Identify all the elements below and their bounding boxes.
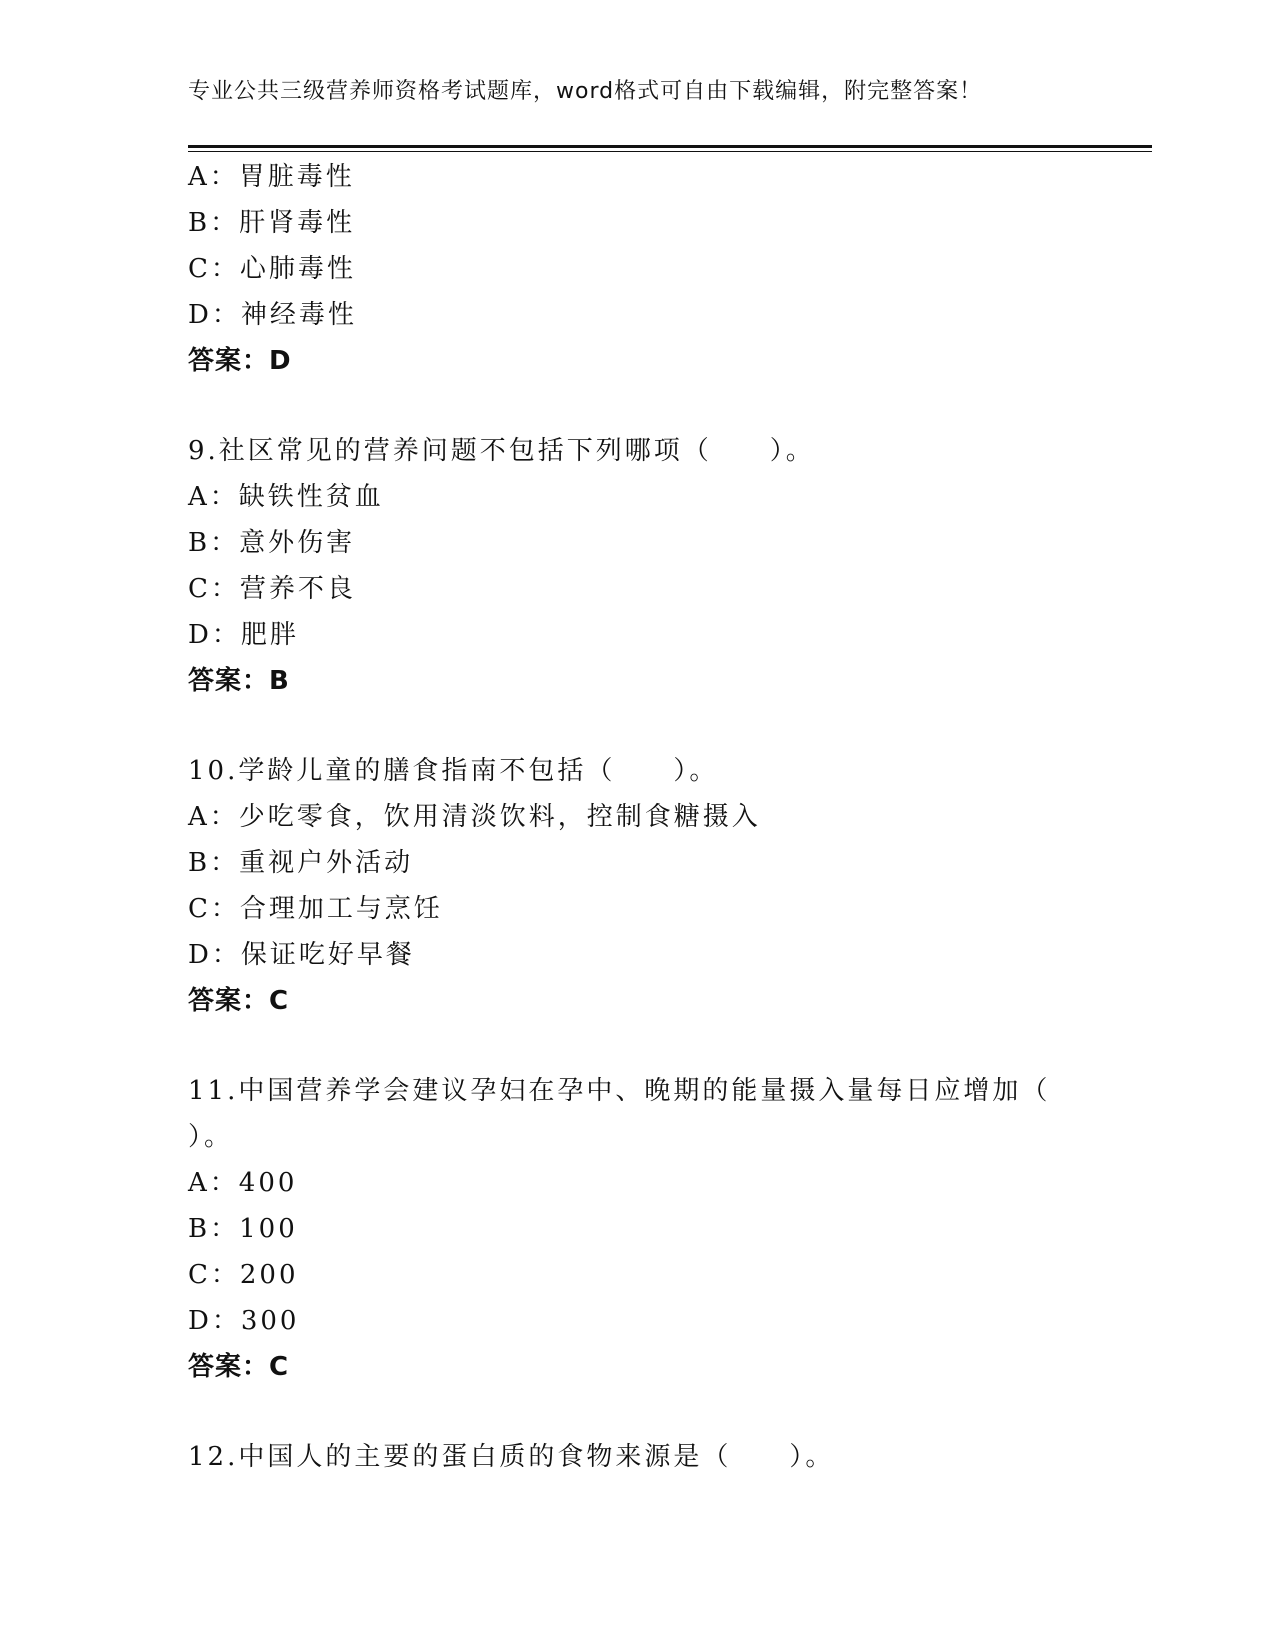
header-rule-thin bbox=[188, 151, 1152, 152]
option-d: D：300 bbox=[188, 1306, 300, 1336]
option-d: D：神经毒性 bbox=[188, 300, 357, 330]
question-text-continued: ）。 bbox=[188, 1122, 234, 1152]
option-c: C：200 bbox=[188, 1260, 299, 1290]
spacer bbox=[188, 1024, 1088, 1068]
option-a: A：400 bbox=[188, 1168, 298, 1198]
question-text: 9.社区常见的营养问题不包括下列哪项（ ）。 bbox=[188, 436, 815, 466]
option-b: B：重视户外活动 bbox=[188, 848, 414, 878]
spacer bbox=[188, 384, 1088, 428]
option-c: C：合理加工与烹饪 bbox=[188, 894, 443, 924]
option-b: B：肝肾毒性 bbox=[188, 208, 356, 238]
option-d: D：保证吃好早餐 bbox=[188, 940, 415, 970]
page-header: 专业公共三级营养师资格考试题库，word格式可自由下载编辑，附完整答案！ bbox=[188, 79, 983, 104]
question-content bbox=[188, 154, 1088, 1480]
header-rule-thick bbox=[188, 145, 1152, 148]
option-a: A：胃脏毒性 bbox=[188, 162, 355, 192]
answer-line: 答案：D bbox=[188, 346, 292, 376]
option-d: D：肥胖 bbox=[188, 620, 299, 650]
option-c: C：心肺毒性 bbox=[188, 254, 356, 284]
spacer bbox=[188, 704, 1088, 748]
option-b: B：100 bbox=[188, 1214, 298, 1244]
option-a: A：缺铁性贫血 bbox=[188, 482, 384, 512]
question-text: 11.中国营养学会建议孕妇在孕中、晚期的能量摄入量每日应增加（ bbox=[188, 1076, 1051, 1106]
question-text: 10.学龄儿童的膳食指南不包括（ ）。 bbox=[188, 756, 719, 786]
question-text: 12.中国人的主要的蛋白质的食物来源是（ ）。 bbox=[188, 1442, 835, 1472]
option-b: B：意外伤害 bbox=[188, 528, 356, 558]
answer-line: 答案：C bbox=[188, 1352, 290, 1382]
option-a: A：少吃零食，饮用清淡饮料，控制食糖摄入 bbox=[188, 802, 761, 832]
answer-line: 答案：C bbox=[188, 986, 290, 1016]
spacer bbox=[188, 1390, 1088, 1434]
answer-line: 答案：B bbox=[188, 666, 290, 696]
option-c: C：营养不良 bbox=[188, 574, 356, 604]
